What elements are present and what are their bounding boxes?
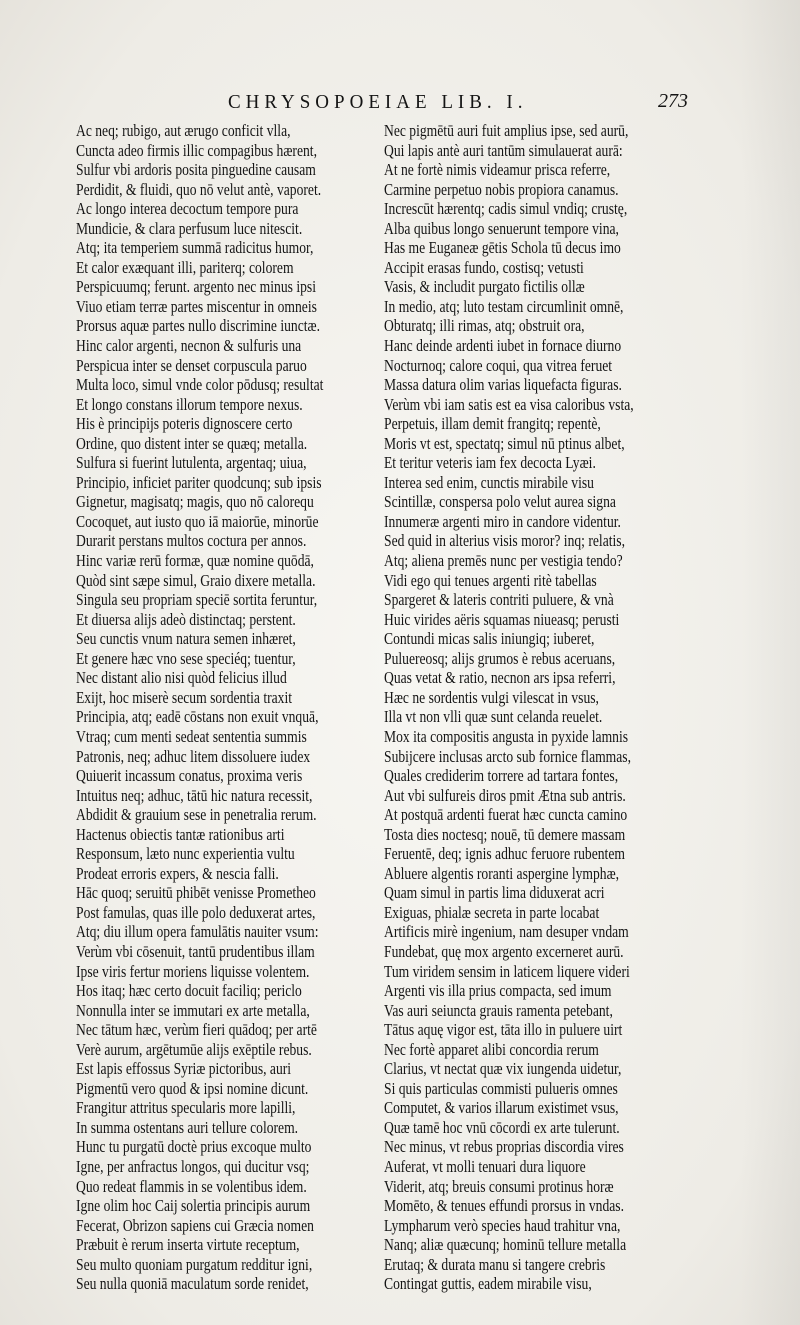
text-line: Scintillæ, conspersa polo velut aurea signa — [384, 492, 616, 512]
text-line: Seu multo quoniam purgatum redditur igni, — [76, 1254, 313, 1274]
text-line: Hāc quoq; seruitū phibēt venisse Prometheo — [76, 883, 316, 903]
text-line: Vtraq; cum menti sedeat sententia summis — [76, 726, 307, 746]
text-line: Igne, per anfractus longos, qui ducitur vsq; — [76, 1156, 310, 1176]
text-line: Obturatq; illi rimas, atq; obstruit ora, — [384, 316, 585, 336]
text-line: Nec minus, vt rebus proprias discordia vires — [384, 1137, 624, 1157]
text-line: Prorsus aquæ partes nullo discrimine iunctæ. — [76, 316, 321, 336]
text-line: Moris vt est, spectatq; simul nū ptinus albet, — [384, 433, 625, 453]
text-line: Lympharum verò species haud trahitur vna, — [384, 1215, 621, 1235]
text-line: Exijt, hoc miserè secum sordentia traxit — [76, 687, 293, 707]
page-header — [228, 90, 688, 122]
text-line: Igne olim hoc Caij solertia principis aurum — [76, 1196, 311, 1216]
text-line: Responsum, læto nunc experientia vultu — [76, 844, 295, 864]
text-line: Hinc calor argenti, necnon & sulfuris una — [76, 336, 302, 356]
text-line: Quòd sint sæpe simul, Graio dixere metalla. — [76, 570, 316, 590]
text-line: Hunc tu purgatū doctè prius excoque multo — [76, 1137, 312, 1157]
text-line: Gignetur, magisatq; magis, quo nō calorequ — [76, 492, 314, 512]
text-line: Et calor exæquant illi, pariterq; colorem — [76, 257, 294, 277]
text-line: Sulfur vbi ardoris posita pinguedine causam — [76, 160, 316, 180]
text-line: Aut vbi sulfureis diros pmit Ætna sub antris. — [384, 785, 626, 805]
text-line: Abdidit & grauium sese in penetralia rerum. — [76, 805, 317, 825]
text-line: Computet, & varios illarum existimet vsus, — [384, 1098, 619, 1118]
text-line: Atq; ita temperiem summā radicitus humor, — [76, 238, 314, 258]
text-line: Innumeræ argenti miro in candore videntur. — [384, 511, 621, 531]
text-line: Verùm vbi cōsenuit, tantū prudentibus illam — [76, 941, 315, 961]
page-number: 273 — [658, 90, 688, 112]
text-line: Exiguas, phialæ secreta in parte locabat — [384, 902, 600, 922]
text-line: Frangitur attritus specularis more lapilli, — [76, 1098, 296, 1118]
text-line: Cocoquet, aut iusto quo iā maiorūe, minorūe — [76, 511, 319, 531]
text-line: Quæ tamē hoc vnū cōcordi ex arte tulerunt. — [384, 1117, 620, 1137]
text-line: Hactenus obiectis tantæ rationibus arti — [76, 824, 285, 844]
text-line: Tum viridem sensim in laticem liquere videri — [384, 961, 630, 981]
text-line: Prodeat erroris expers, & nescia falli. — [76, 863, 279, 883]
text-line: Seu cunctis vnum natura semen inhæret, — [76, 629, 296, 649]
text-line: Momēto, & tenues effundi prorsus in vndas. — [384, 1196, 624, 1216]
text-line: Huic virides aëris squamas niueasq; perusti — [384, 609, 620, 629]
text-line: Fecerat, Obrizon sapiens cui Græcia nomen — [76, 1215, 314, 1235]
text-line: Perdidit, & fluidi, quo nō velut antè, vaporet. — [76, 179, 322, 199]
text-line: Interea sed enim, cunctis mirabile visu — [384, 472, 594, 492]
page-edge-shadow — [740, 0, 800, 1325]
text-line: Perspicua inter se denset corpuscula paruo — [76, 355, 307, 375]
text-line: Spargeret & lateris contriti puluere, & vnà — [384, 590, 614, 610]
text-line: Puluereosq; alijs grumos è rebus aceruans, — [384, 648, 616, 668]
text-line: Accipit erasas fundo, costisq; vetusti — [384, 257, 584, 277]
text-line: Contundi micas salis iniungiq; iuberet, — [384, 629, 595, 649]
left-text-column — [76, 121, 398, 1294]
text-line: Principio, inficiet pariter quodcunq; sub ipsis — [76, 472, 322, 492]
text-line: Nec fortè apparet alibi concordia rerum — [384, 1039, 599, 1059]
text-line: Hinc variæ rerū formæ, quæ nomine quōdā, — [76, 551, 314, 571]
text-line: Principia, atq; eadē cōstans non exuit vnquā, — [76, 707, 319, 727]
text-line: Et genere hæc vno sese speciéq; tuentur, — [76, 648, 296, 668]
text-line: Est lapis effossus Syriæ pictoribus, auri — [76, 1059, 292, 1079]
text-line: Vidi ego qui tenues argenti ritè tabellas — [384, 570, 597, 590]
text-line: At ne fortè nimis videamur prisca referre, — [384, 160, 611, 180]
text-line: Viderit, atq; breuis consumi protinus horæ — [384, 1176, 614, 1196]
text-line: Hos itaq; hæc certo docuit faciliq; periclo — [76, 981, 302, 1001]
text-line: Abluere algentis roranti aspergine lymphæ, — [384, 863, 620, 883]
text-line: Hæc ne sordentis vulgi vilescat in vsus, — [384, 687, 599, 707]
text-line: Nanq; aliæ quæcunq; hominū tellure metalla — [384, 1235, 627, 1255]
text-line: Nonnulla inter se immutari ex arte metalla, — [76, 1000, 310, 1020]
text-line: Nec pigmētū auri fuit amplius ipse, sed aurū, — [384, 121, 629, 140]
text-line: Et longo constans illorum tempore nexus. — [76, 394, 303, 414]
text-line: Atq; aliena premēs nunc per vestigia tendo? — [384, 551, 623, 571]
text-line: Subijcere inclusas arcto sub fornice flammas, — [384, 746, 631, 766]
text-line: Mundicie, & clara perfusum luce nitescit. — [76, 218, 303, 238]
text-line: Sulfura si fuerint lutulenta, argentaq; uiua, — [76, 453, 307, 473]
text-line: Nec distant alio nisi quòd felicius illud — [76, 668, 287, 688]
text-line: Seu nulla quoniā maculatum sorde renidet, — [76, 1274, 309, 1294]
right-text-column — [384, 121, 706, 1294]
text-line: Tosta dies noctesq; nouē, tū demere massam — [384, 824, 626, 844]
text-line: Ac neq; rubigo, aut ærugo conficit vlla, — [76, 121, 291, 140]
text-line: Hanc deinde ardenti iubet in fornace diurno — [384, 336, 622, 356]
text-line: Contingat guttis, eadem mirabile visu, — [384, 1274, 592, 1294]
text-line: Quas vetat & ratio, necnon ars ipsa referri, — [384, 668, 616, 688]
text-line: Mox ita compositis angusta in pyxide lamnis — [384, 726, 629, 746]
text-line: Qui lapis antè auri tantūm simulauerat aurā: — [384, 140, 623, 160]
text-line: Vasis, & includit purgato fictilis ollæ — [384, 277, 585, 297]
text-line: Verè aurum, argētumūe alijs exēptile rebus. — [76, 1039, 312, 1059]
text-line: Argenti vis illa prius compacta, sed imum — [384, 981, 612, 1001]
text-line: Durarit perstans multos coctura per annos. — [76, 531, 307, 551]
text-line: Præbuit è rerum inserta virtute receptum, — [76, 1235, 300, 1255]
text-line: Vas auri seiuncta grauis ramenta petebant, — [384, 1000, 613, 1020]
text-line: Viuo etiam terræ partes miscentur in omneis — [76, 296, 317, 316]
text-line: Singula seu propriam speciē sortita feruntur, — [76, 590, 318, 610]
text-line: Cuncta adeo firmis illic compagibus hærent, — [76, 140, 317, 160]
text-line: Atq; diu illum opera famulātis nauiter vsum: — [76, 922, 319, 942]
text-line: In medio, atq; luto testam circumlinit omnē, — [384, 296, 624, 316]
text-line: Fundebat, quę mox argento excerneret aurū. — [384, 941, 624, 961]
text-line: Quo redeat flammis in se volentibus idem. — [76, 1176, 307, 1196]
text-line: Nocturnoq; calore coqui, qua vitrea feruet — [384, 355, 613, 375]
running-head: CHRYSOPOEIAE LIB. I. — [228, 91, 528, 114]
text-line: Quam simul in partis lima diduxerat acri — [384, 883, 605, 903]
text-line: Pigmentū vero quod & ipsi nomine dicunt. — [76, 1078, 309, 1098]
text-line: At postquā ardenti fuerat hæc cuncta camino — [384, 805, 628, 825]
text-line: Quales crediderim torrere ad tartara fontes, — [384, 766, 619, 786]
text-line: Illa vt non vlli quæ sunt celanda reuelet. — [384, 707, 603, 727]
text-line: Si quis particulas commisti pulueris omnes — [384, 1078, 618, 1098]
text-line: Ac longo interea decoctum tempore pura — [76, 199, 299, 219]
text-line: Feruentē, deq; ignis adhuc feruore rubentem — [384, 844, 625, 864]
text-line: Carmine perpetuo nobis propiora canamus. — [384, 179, 619, 199]
text-line: Erutaq; & durata manu si tangere crebris — [384, 1254, 606, 1274]
text-line: Perpetuis, illam demit frangitq; repentè, — [384, 414, 601, 434]
text-line: Massa datura olim varias liquefacta figuras. — [384, 375, 622, 395]
text-line: Ipse viris fertur moriens liquisse volentem. — [76, 961, 310, 981]
text-line: Clarius, vt nectat quæ vix iungenda uidetur, — [384, 1059, 622, 1079]
text-line: Verùm vbi iam satis est ea visa caloribus vsta, — [384, 394, 634, 414]
text-line: Tātus aquę vigor est, tāta illo in puluere uirt — [384, 1020, 623, 1040]
text-line: Post famulas, quas ille polo deduxerat artes, — [76, 902, 316, 922]
text-line: Artificis mirè ingenium, nam desuper vndam — [384, 922, 629, 942]
text-line: Et teritur veteris iam fex decocta Lyæi. — [384, 453, 596, 473]
text-line: Quiuerit incassum conatus, proxima veris — [76, 766, 303, 786]
text-line: Sed quid in alterius visis moror? inq; relatis, — [384, 531, 625, 551]
text-line: Increscūt hærentq; cadis simul vndiq; crustę, — [384, 199, 628, 219]
text-line: Intuitus neq; adhuc, tātū hic natura recessit, — [76, 785, 313, 805]
text-line: Ordine, quo distent inter se quæq; metalla. — [76, 433, 308, 453]
text-line: His è principijs poteris dignoscere certo — [76, 414, 293, 434]
text-line: In summa ostentans auri tellure colorem. — [76, 1117, 299, 1137]
text-line: Alba quibus longo senuerunt tempore vina, — [384, 218, 619, 238]
text-line: Nec tātum hæc, verùm fieri quādoq; per artē — [76, 1020, 317, 1040]
text-line: Et diuersa alijs adeò distinctaq; perstent. — [76, 609, 296, 629]
text-line: Perspicuumq; ferunt. argento nec minus ipsi — [76, 277, 316, 297]
text-line: Patronis, neq; adhuc litem dissoluere iudex — [76, 746, 311, 766]
text-line: Auferat, vt molli tenuari dura liquore — [384, 1156, 586, 1176]
text-line: Has me Euganeæ gētis Schola tū decus imo — [384, 238, 621, 258]
text-line: Multa loco, simul vnde color pōdusq; resultat — [76, 375, 324, 395]
